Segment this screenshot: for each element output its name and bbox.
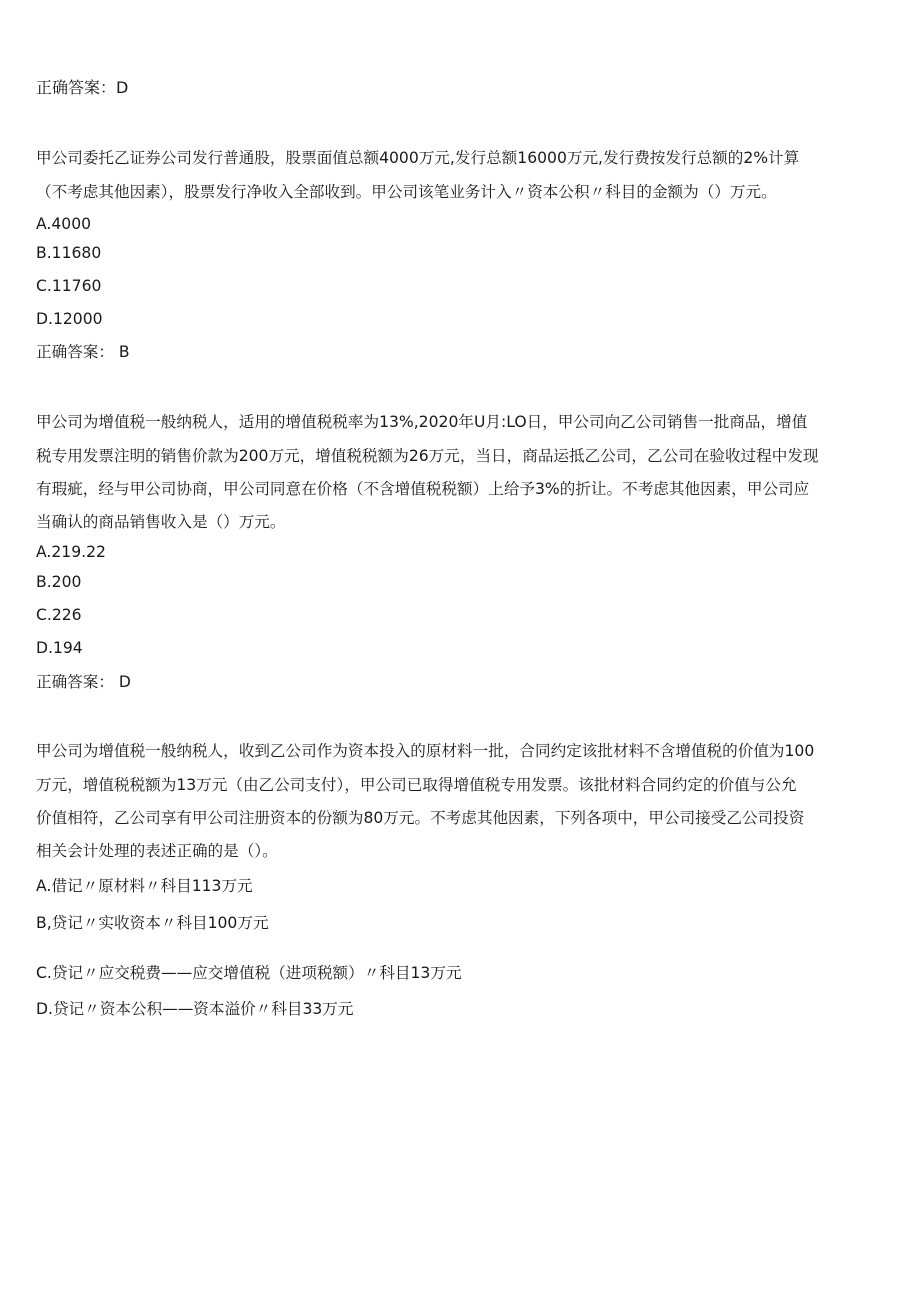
question-text-line: 相关会计处理的表述正确的是（）。 [36, 842, 278, 860]
option-d: D.194 [36, 639, 83, 657]
option-d: D.贷记〃资本公积——资本溢价〃科目33万元 [36, 1000, 354, 1018]
answer-line: 正确答案： B [36, 343, 130, 361]
option-c: C.贷记〃应交税费——应交增值税（进项税额）〃科目13万元 [36, 964, 462, 982]
question-text-line: 甲公司委托乙证券公司发行普通股，股票面值总额4000万元,发行总额16000万元,发行费按发行总额的2%计算 [36, 149, 800, 167]
question-text-line: 甲公司为增值税一般纳税人，适用的增值税税率为13%,2020年U月:LO日，甲公司向乙公司销售一批商品，增值 [36, 413, 808, 431]
question-text-line: 价值相符，乙公司享有甲公司注册资本的份额为80万元。不考虑其他因素，下列各项中，甲公司接受乙公司投资 [36, 809, 805, 827]
question-text-line: 税专用发票注明的销售价款为200万元，增值税税额为26万元，当日，商品运抵乙公司，乙公司在验收过程中发现 [36, 447, 819, 465]
answer-line: 正确答案：D [36, 78, 129, 97]
answer-line: 正确答案： D [36, 673, 131, 691]
option-a: A.219.22 [36, 543, 106, 561]
question-text-line: 当确认的商品销售收入是（）万元。 [36, 513, 286, 531]
question-text-line: 甲公司为增值税一般纳税人，收到乙公司作为资本投入的原材料一批，合同约定该批材料不含增值税的价值为100 [36, 742, 815, 760]
option-a: A.4000 [36, 215, 92, 233]
option-b: B.11680 [36, 244, 102, 262]
option-c: C.11760 [36, 277, 102, 295]
option-d: D.12000 [36, 310, 103, 328]
option-a: A.借记〃原材料〃科目113万元 [36, 877, 253, 895]
option-b: B.200 [36, 573, 82, 591]
question-text-line: （不考虑其他因素），股票发行净收入全部收到。甲公司该笔业务计入〃资本公积〃科目的金额为（）万元。 [36, 183, 777, 201]
option-b: B,贷记〃实收资本〃科目100万元 [36, 914, 269, 932]
option-c: C.226 [36, 606, 82, 624]
question-text-line: 有瑕疵，经与甲公司协商，甲公司同意在价格（不含增值税税额）上给予3%的折让。不考虑其他因素，甲公司应 [36, 480, 810, 498]
question-text-line: 万元，增值税税额为13万元（由乙公司支付），甲公司已取得增值税专用发票。该批材料合同约定的价值与公允 [36, 776, 797, 794]
